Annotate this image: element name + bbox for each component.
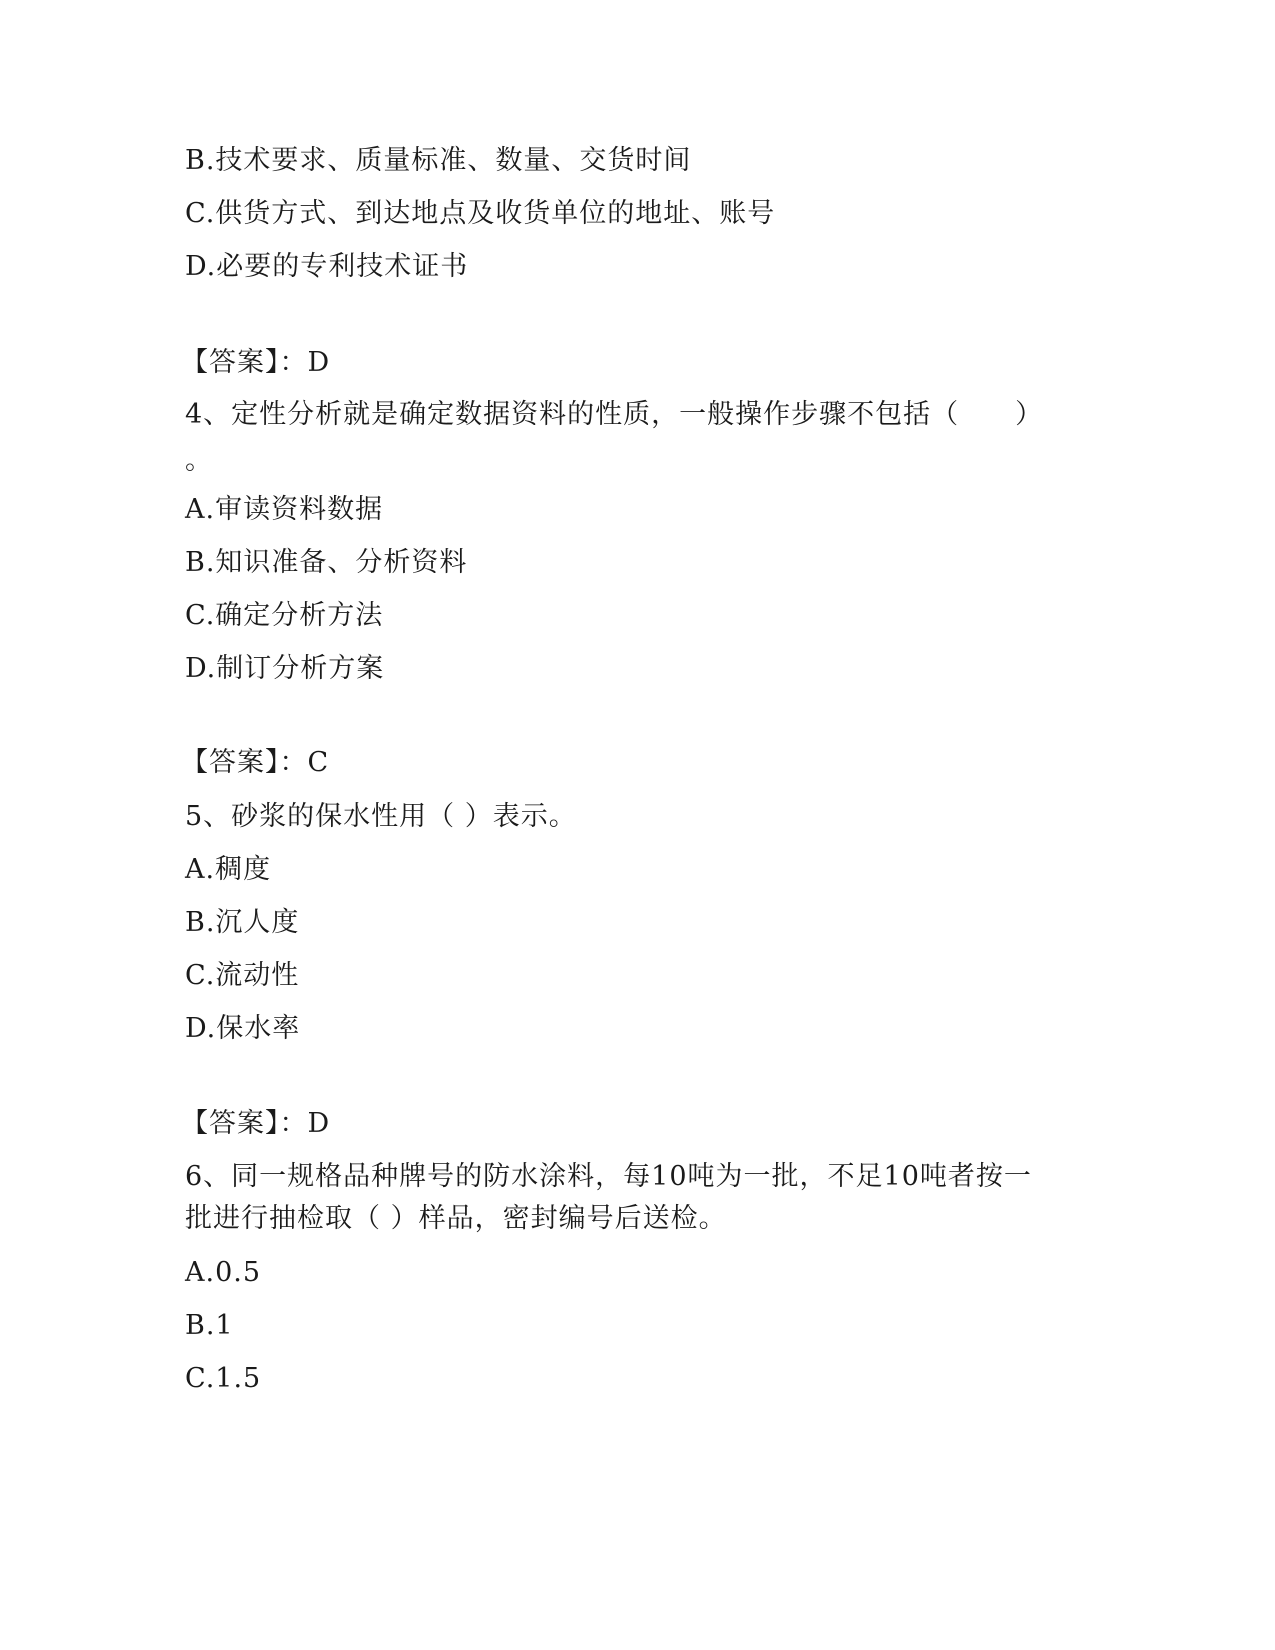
q4-stem-line2: 。 <box>185 445 213 476</box>
q3-option-d: D.必要的专利技术证书 <box>185 251 469 282</box>
q6-stem-line1: 6、同一规格品种牌号的防水涂料，每10吨为一批，不足10吨者按一 <box>185 1161 1032 1192</box>
q5-option-b: B.沉人度 <box>185 907 300 938</box>
q6-stem-line2: 批进行抽检取（ ）样品，密封编号后送检。 <box>185 1203 727 1234</box>
q6-option-c: C.1.5 <box>185 1363 262 1394</box>
q3-answer: 【答案】：D <box>181 347 331 378</box>
q3-option-c: C.供货方式、到达地点及收货单位的地址、账号 <box>185 198 776 229</box>
q5-option-c: C.流动性 <box>185 960 300 991</box>
q3-option-b: B.技术要求、质量标准、数量、交货时间 <box>185 145 692 176</box>
q5-answer: 【答案】：D <box>181 1108 331 1139</box>
q6-option-a: A.0.5 <box>185 1257 262 1288</box>
q4-option-b: B.知识准备、分析资料 <box>185 547 468 578</box>
q6-option-b: B.1 <box>185 1310 234 1341</box>
q4-option-d: D.制订分析方案 <box>185 653 385 684</box>
q5-option-d: D.保水率 <box>185 1013 301 1044</box>
q4-stem-line1: 4、定性分析就是确定数据资料的性质，一般操作步骤不包括（ ） <box>185 399 1044 430</box>
q4-option-a: A.审读资料数据 <box>185 494 384 525</box>
q4-answer: 【答案】：C <box>181 747 330 778</box>
q4-option-c: C.确定分析方法 <box>185 600 384 631</box>
q5-option-a: A.稠度 <box>185 854 272 885</box>
q5-stem: 5、砂浆的保水性用（ ）表示。 <box>185 801 577 832</box>
